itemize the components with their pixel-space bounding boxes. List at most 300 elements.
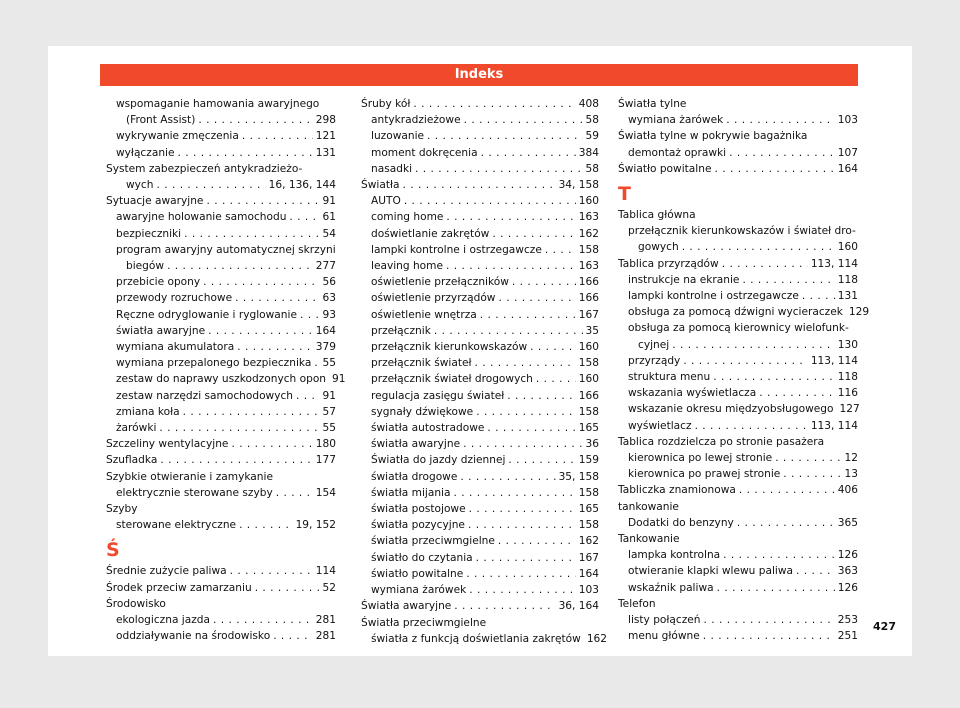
index-entry-label: bezpieczniki (116, 227, 182, 240)
index-entry (361, 566, 599, 582)
index-entry-label: światła przeciwmgielne (371, 535, 495, 548)
dot-leader (404, 193, 576, 209)
index-entry (618, 207, 858, 223)
dot-leader (289, 209, 319, 225)
index-entry-label: wyświetlacz (628, 419, 692, 432)
index-entry-label: Śruby kół (361, 98, 411, 110)
index-entry-page: 58 (585, 114, 599, 127)
dot-leader (469, 582, 576, 598)
index-entry (106, 612, 336, 628)
index-entry-label: Sytuacje awaryjne (106, 195, 204, 208)
index-entry (618, 239, 858, 255)
index-entry (106, 177, 336, 193)
index-entry-page: 103 (578, 584, 599, 597)
index-entry (618, 418, 858, 434)
index-entry-page: 56 (322, 276, 336, 289)
index-entry-page: 253 (837, 614, 858, 627)
index-entry (106, 596, 336, 612)
index-entry (361, 615, 599, 631)
index-entry-page: 365 (837, 516, 858, 529)
index-entry-label: wykrywanie zmęczenia (116, 130, 239, 143)
index-entry-label: coming home (371, 211, 444, 224)
index-entry-page: 163 (578, 260, 599, 273)
dot-leader (717, 580, 835, 596)
page-header: Indeks (100, 64, 858, 86)
index-entry-page: 277 (315, 260, 336, 273)
index-entry (361, 242, 599, 258)
index-entry-page: 35 (585, 324, 599, 337)
index-entry-page: 34, 158 (558, 179, 599, 192)
index-entry-label: lampki kontrolne i ostrzegawcze (371, 243, 542, 256)
index-letter-heading: T (618, 183, 631, 206)
dot-leader (413, 96, 575, 112)
index-entry (106, 501, 336, 517)
index-entry (361, 209, 599, 225)
index-entry (106, 420, 336, 436)
dot-leader (255, 580, 320, 596)
dot-leader (468, 517, 576, 533)
dot-leader (213, 612, 313, 628)
index-entry-page: 158 (578, 357, 599, 370)
index-entry-page: 61 (322, 211, 336, 224)
index-entry-label: światła postojowe (371, 503, 466, 516)
dot-leader (434, 323, 583, 339)
index-entry-label: Tabliczka znamionowa (618, 484, 736, 497)
dot-leader (704, 612, 835, 628)
dot-leader (475, 355, 576, 371)
index-entry-page: 126 (837, 549, 858, 562)
index-entry-page: 164 (837, 162, 858, 175)
index-entry (361, 469, 599, 485)
index-entry-label: Światła awaryjne (361, 600, 452, 613)
index-entry-label: światła awaryjne (371, 438, 461, 451)
index-entry (106, 307, 336, 323)
index-entry-page: 13 (844, 468, 858, 481)
index-entry (106, 145, 336, 161)
index-entry-label: Tablica główna (618, 209, 696, 222)
dot-leader (160, 452, 312, 468)
index-entry-page: 36, 164 (558, 600, 599, 613)
index-entry-label: awaryjne holowanie samochodu (116, 211, 287, 224)
index-entry-label: światło do czytania (371, 551, 473, 564)
index-entry-page: 162 (586, 632, 608, 645)
index-entry (106, 96, 336, 112)
index-entry-label: światła awaryjne (116, 324, 206, 337)
dot-leader (178, 145, 313, 161)
index-entry-label: moment dokręcenia (371, 146, 478, 159)
index-entry-page: 251 (837, 630, 858, 643)
index-entry-page: 55 (322, 422, 336, 435)
index-entry-label: światła autostradowe (371, 422, 485, 435)
dot-leader (802, 288, 835, 304)
index-entry-page: 91 (332, 373, 346, 386)
dot-leader (536, 371, 576, 387)
dot-leader (167, 258, 313, 274)
index-entry-label: Światło powitalne (618, 162, 712, 175)
dot-leader (208, 323, 313, 339)
dot-leader (742, 272, 834, 288)
index-entry (618, 531, 858, 547)
index-entry-label: elektrycznie sterowane szyby (116, 486, 273, 499)
index-entry-page: 166 (578, 389, 599, 402)
index-entry (618, 256, 858, 272)
index-entry-page: 35, 158 (558, 470, 599, 483)
index-column-2 (361, 96, 608, 647)
index-entry (618, 161, 858, 177)
index-entry-label: tankowanie (618, 500, 679, 513)
index-entry (618, 596, 858, 612)
index-entry-label: światła pozycyjne (371, 519, 465, 532)
index-entry (361, 128, 599, 144)
index-entry-page: 63 (322, 292, 336, 305)
index-entry-label: otwieranie klapki wlewu paliwa (628, 565, 794, 578)
dot-leader (296, 388, 319, 404)
index-entry-label: zestaw do naprawy uszkodzonych opon (116, 373, 327, 386)
index-entry-label: wskazania wyświetlacza (628, 387, 757, 400)
index-entry (618, 515, 858, 531)
index-entry-label: wspomaganie hamowania awaryjnego (116, 98, 320, 110)
index-entry-page: 163 (578, 211, 599, 224)
dot-leader (729, 145, 835, 161)
index-entry-page: 114 (315, 565, 336, 578)
index-entry-label: Tankowanie (618, 533, 680, 546)
index-entry (106, 258, 336, 274)
dot-leader (276, 485, 313, 501)
index-entry-page: 180 (315, 438, 336, 451)
index-entry (106, 339, 336, 355)
index-entry (361, 631, 608, 647)
index-letter-heading: Ś (106, 539, 120, 562)
index-entry-page: 167 (578, 551, 599, 564)
dot-leader (695, 418, 808, 434)
index-entry (361, 550, 599, 566)
index-entry (106, 112, 336, 128)
index-entry (618, 288, 858, 304)
index-entry-page: 160 (578, 341, 599, 354)
dot-leader (273, 628, 313, 644)
index-entry (361, 420, 599, 436)
index-entry-page: 113, 114 (810, 354, 858, 367)
index-entry-page: 160 (837, 241, 858, 254)
dot-leader (156, 177, 265, 193)
index-entry-label: struktura menu (628, 371, 711, 384)
dot-leader (512, 274, 576, 290)
index-entry (106, 563, 336, 579)
index-entry-label: Tablica przyrządów (618, 257, 719, 270)
index-entry-page: 162 (578, 535, 599, 548)
index-entry-label: cyjnej (638, 338, 670, 351)
dot-leader (460, 469, 555, 485)
index-entry-page: 158 (578, 486, 599, 499)
index-entry (618, 320, 858, 336)
index-entry-label: przełącznik (371, 324, 431, 337)
index-entry-label: Światła (361, 179, 400, 192)
index-entry (618, 337, 858, 353)
index-entry (361, 274, 599, 290)
index-entry (618, 499, 858, 515)
index-entry (361, 161, 599, 177)
index-entry (618, 96, 858, 112)
index-entry (618, 450, 858, 466)
index-entry (361, 371, 599, 387)
index-entry (361, 517, 599, 533)
index-entry-label: Światła do jazdy dziennej (371, 454, 506, 467)
index-entry (618, 272, 858, 288)
index-entry-label: kierownica po prawej stronie (628, 468, 781, 481)
index-entry-label: luzowanie (371, 130, 425, 143)
index-entry-label: regulacja zasięgu świateł (371, 389, 505, 402)
index-entry-label: menu główne (628, 630, 700, 643)
index-entry-page: 158 (578, 405, 599, 418)
index-entry-page: 406 (837, 484, 858, 497)
index-entry-page: 57 (322, 405, 336, 418)
index-entry-label: Ręczne odryglowanie i ryglowanie (116, 308, 297, 321)
index-entry-label: przełącznik kierunkowskazów i świateł dro- (628, 225, 856, 238)
index-entry (361, 388, 599, 404)
index-entry-page: 379 (315, 341, 336, 354)
dot-leader (796, 563, 835, 579)
dot-leader (481, 145, 576, 161)
index-entry-label: oświetlenie przełączników (371, 276, 509, 289)
index-entry-page: 408 (578, 98, 599, 110)
index-entry (618, 580, 858, 596)
index-entry (618, 547, 858, 563)
index-entry-label: demontaż oprawki (628, 146, 727, 159)
index-entry-label: wych (126, 179, 154, 192)
index-entry-label: Szufladka (106, 454, 158, 467)
dot-leader (723, 547, 835, 563)
index-entry-label: przełącznik kierunkowskazów (371, 341, 528, 354)
dot-leader (206, 193, 319, 209)
index-entry-label: sterowane elektryczne (116, 519, 237, 532)
index-entry-label: Średnie zużycie paliwa (106, 565, 227, 578)
index-entry-page: 164 (578, 567, 599, 580)
index-entry-page: 118 (837, 273, 858, 286)
dot-leader (783, 466, 841, 482)
index-entry-label: wymiana żarówek (628, 114, 724, 127)
index-entry-page: 166 (578, 292, 599, 305)
index-entry-page: 116 (837, 387, 858, 400)
index-entry-page: 59 (585, 130, 599, 143)
index-entry (361, 258, 599, 274)
dot-leader (703, 628, 835, 644)
index-entry-page: 158 (578, 519, 599, 532)
index-entry-label: lampki kontrolne i ostrzegawcze (628, 290, 799, 303)
index-entry-page: 166 (578, 276, 599, 289)
index-entry-label: leaving home (371, 260, 444, 273)
index-entry-page: 167 (578, 308, 599, 321)
dot-leader (726, 112, 835, 128)
index-entry (106, 388, 336, 404)
page-number: 427 (873, 620, 896, 633)
dot-leader (239, 517, 293, 533)
dot-leader (454, 598, 555, 614)
index-entry-page: 165 (578, 422, 599, 435)
index-entry (106, 274, 336, 290)
index-entry (106, 404, 336, 420)
index-entry (361, 193, 599, 209)
index-entry (106, 226, 336, 242)
dot-leader (466, 566, 575, 582)
index-entry-page: 130 (837, 338, 858, 351)
index-entry (106, 290, 336, 306)
index-entry-label: program awaryjny automatycznej skrzyni (116, 243, 336, 256)
index-entry-page: 12 (844, 452, 858, 465)
index-entry-page: 281 (315, 630, 336, 643)
index-entry-label: przewody rozruchowe (116, 292, 233, 305)
dot-leader (464, 112, 583, 128)
index-entry-page: 160 (578, 373, 599, 386)
dot-leader (463, 436, 582, 452)
index-entry-label: (Front Assist) (126, 114, 196, 127)
index-entry-page: 36 (585, 438, 599, 451)
index-entry-label: przełącznik świateł (371, 357, 472, 370)
dot-leader (184, 226, 319, 242)
dot-leader (672, 337, 835, 353)
index-entry (618, 563, 858, 579)
index-entry (106, 517, 336, 533)
index-entry (106, 323, 336, 339)
index-entry-label: światła mijania (371, 486, 451, 499)
index-entry (106, 485, 336, 501)
index-entry-label: wyłączanie (116, 146, 175, 159)
index-entry-label: obsługa za pomocą kierownicy wielofunk- (628, 322, 849, 335)
dot-leader (402, 177, 555, 193)
index-entry (361, 598, 599, 614)
index-entry (361, 226, 599, 242)
dot-leader (507, 388, 575, 404)
index-entry (106, 580, 336, 596)
index-entry (106, 628, 336, 644)
index-entry-label: Dodatki do benzyny (628, 516, 734, 529)
dot-leader (314, 355, 319, 371)
index-entry (618, 612, 858, 628)
index-entry-label: Tablica rozdzielcza po stronie pasażera (618, 435, 825, 448)
index-entry (618, 628, 858, 644)
index-entry (618, 145, 858, 161)
index-entry-label: wskazanie okresu międzyobsługowego (628, 403, 834, 416)
index-entry (106, 128, 336, 144)
index-entry-label: wymiana przepalonego bezpiecznika (116, 357, 312, 370)
index-entry (361, 355, 599, 371)
index-entry-label: Szybkie otwieranie i zamykanie (106, 470, 273, 483)
index-entry (106, 452, 336, 468)
index-entry-label: przełącznik świateł drogowych (371, 373, 533, 386)
index-entry-page: 159 (578, 454, 599, 467)
dot-leader (492, 226, 575, 242)
dot-leader (231, 436, 312, 452)
index-entry (361, 323, 599, 339)
index-entry-page: 113, 114 (810, 257, 858, 270)
index-entry (361, 501, 599, 517)
index-entry (618, 223, 858, 239)
index-entry-label: instrukcje na ekranie (628, 273, 740, 286)
index-entry-label: oświetlenie przyrządów (371, 292, 496, 305)
dot-leader (498, 290, 575, 306)
index-entry (618, 434, 858, 450)
dot-leader (775, 450, 841, 466)
dot-leader (237, 339, 313, 355)
index-entry-label: ekologiczna jazda (116, 614, 211, 627)
index-entry-page: 165 (578, 503, 599, 516)
index-entry-page: 93 (322, 308, 336, 321)
dot-leader (683, 353, 808, 369)
index-entry-label: kierownica po lewej stronie (628, 452, 773, 465)
index-entry (106, 242, 336, 258)
index-entry-label: Szyby (106, 503, 138, 516)
index-entry-page: 177 (315, 454, 336, 467)
index-entry (361, 582, 599, 598)
index-entry-page: 131 (837, 290, 858, 303)
dot-leader (487, 420, 575, 436)
index-entry-label: AUTO (371, 195, 401, 208)
index-entry-label: żarówki (116, 422, 157, 435)
index-entry-page: 158 (578, 243, 599, 256)
index-entry (361, 177, 599, 193)
index-entry-label: światła drogowe (371, 470, 458, 483)
index-entry-label: zmiana koła (116, 405, 180, 418)
dot-leader (242, 128, 313, 144)
index-entry-page: 121 (315, 130, 336, 143)
index-entry-page: 363 (837, 565, 858, 578)
index-entry (618, 466, 858, 482)
index-entry (106, 469, 336, 485)
index-entry-label: Światła przeciwmgielne (361, 616, 487, 629)
index-entry-label: sygnały dźwiękowe (371, 405, 474, 418)
index-entry (106, 436, 336, 452)
index-entry (361, 533, 599, 549)
dot-leader (415, 161, 582, 177)
index-entry (361, 112, 599, 128)
index-entry (618, 369, 858, 385)
index-entry-label: doświetlanie zakrętów (371, 227, 490, 240)
dot-leader (446, 209, 575, 225)
index-entry-label: wymiana żarówek (371, 584, 467, 597)
index-entry-page: 118 (837, 371, 858, 384)
index-entry-page: 113, 114 (810, 419, 858, 432)
index-entry-label: oddziaływanie na środowisko (116, 630, 271, 643)
index-entry (361, 290, 599, 306)
index-entry (618, 385, 858, 401)
dot-leader (530, 339, 576, 355)
index-entry-label: przebicie opony (116, 276, 201, 289)
index-entry (361, 339, 599, 355)
index-entry-page: 384 (578, 146, 599, 159)
dot-leader (183, 404, 320, 420)
dot-leader (759, 385, 835, 401)
dot-leader (476, 550, 576, 566)
index-entry-page: 16, 136, 144 (268, 179, 336, 192)
index-entry (361, 96, 599, 112)
index-entry (361, 452, 599, 468)
index-entry-page: 127 (839, 403, 860, 416)
index-entry (618, 304, 870, 320)
dot-leader (198, 112, 312, 128)
dot-leader (427, 128, 582, 144)
index-entry-label: światła z funkcją doświetlania zakrętów (371, 632, 581, 645)
index-entry-page: 55 (322, 357, 336, 370)
index-entry (361, 307, 599, 323)
dot-leader (682, 239, 835, 255)
dot-leader (545, 242, 576, 258)
index-entry-label: zestaw narzędzi samochodowych (116, 389, 294, 402)
dot-leader (722, 256, 808, 272)
dot-leader (480, 307, 576, 323)
index-entry (361, 485, 599, 501)
index-entry-label: Szczeliny wentylacyjne (106, 438, 229, 451)
index-entry-label: obsługa za pomocą dźwigni wycieraczek (628, 306, 843, 319)
index-entry (618, 482, 858, 498)
